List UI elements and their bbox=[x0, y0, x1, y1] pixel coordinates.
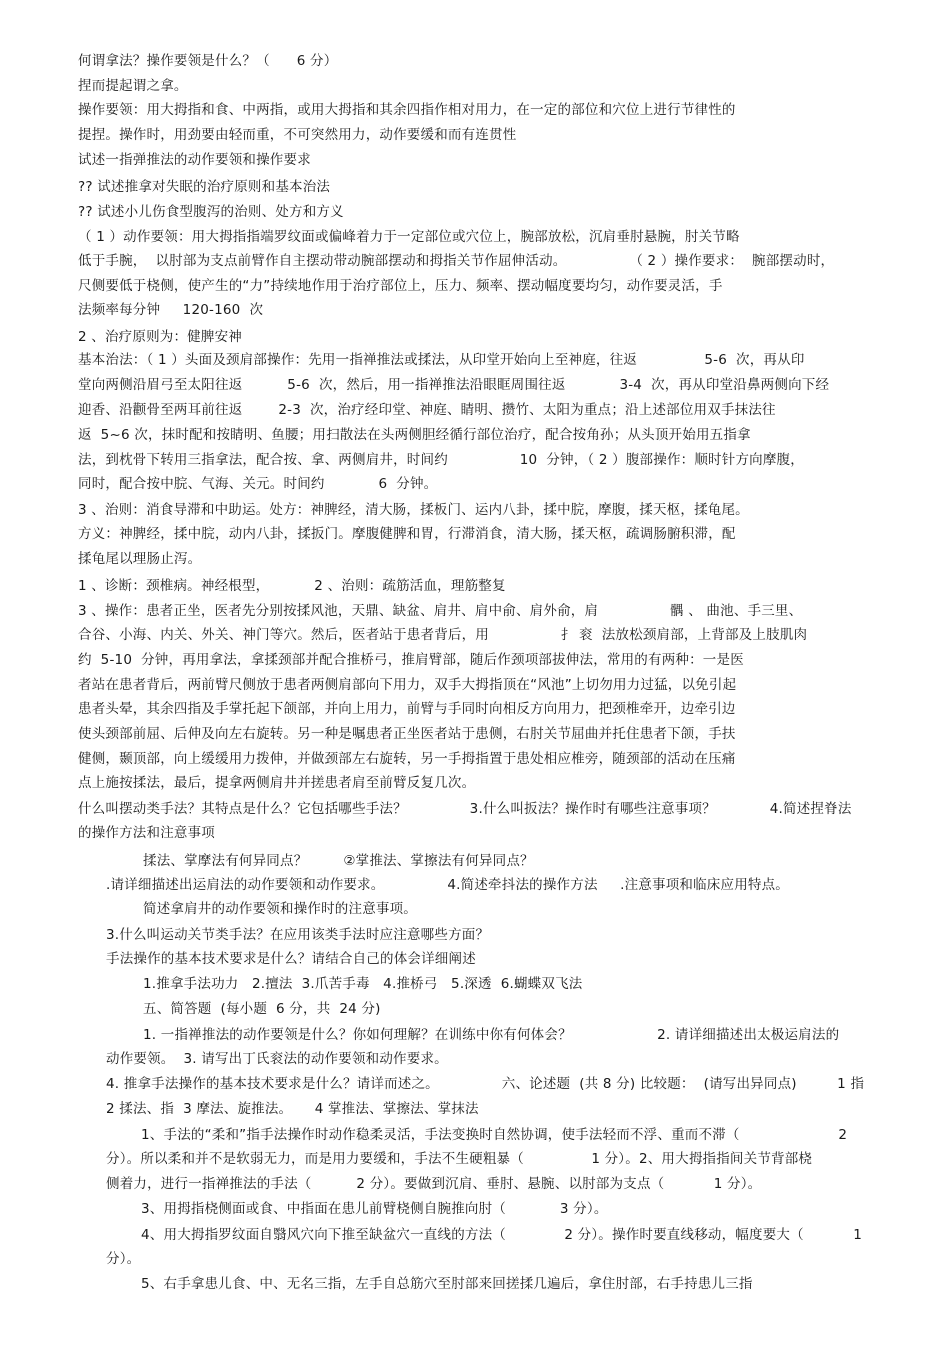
text-line: ?? 试述推拿对失眠的治疗原则和基本治法 bbox=[78, 179, 331, 195]
text-line: 分）。 bbox=[106, 1251, 141, 1267]
text-line: 返 5~6 次，抹时配和按睛明、鱼腰；用扫散法在头两侧胆经循行部位治疗，配合按角孙；从头顶开始用五指拿 bbox=[78, 427, 751, 443]
text-line: 3.什么叫运动关节类手法？在应用该类手法时应注意哪些方面？ bbox=[106, 927, 490, 943]
text-line: 揉龟尾以理肠止泻。 bbox=[78, 551, 202, 567]
text-line: 手法操作的基本技术要求是什么？请结合自己的体会详细阐述 bbox=[106, 951, 476, 967]
text-line: 动作要领。 3. 请写出丁氏衮法的动作要领和动作要求。 bbox=[106, 1051, 448, 1067]
text-line: 五、简答题 (每小题 6 分，共 24 分) bbox=[143, 1001, 381, 1017]
text-line: 低于手腕， 以肘部为支点前臂作自主摆动带动腕部摆动和拇指关节作屈伸活动。 （ 2 ）操作要求： 腕部摆动时， bbox=[78, 253, 835, 269]
text-line: 什么叫摆动类手法？其特点是什么？它包括哪些手法？ 3.什么叫扳法？操作时有哪些注意事项？ 4.简述捏脊法 bbox=[78, 801, 852, 817]
text-line: 使头颈部前屈、后伸及向左右旋转。另一种是嘱患者正坐医者站于患侧，右肘关节屈曲并托住患者下颌，手扶 bbox=[78, 726, 736, 742]
text-line: 提捏。操作时，用劲要由轻而重，不可突然用力，动作要缓和而有连贯性 bbox=[78, 127, 517, 143]
text-line: 2 、治疗原则为：健脾安神 bbox=[78, 329, 242, 345]
text-line: 约 5-10 分钟，再用拿法，拿揉颈部并配合推桥弓，推肩臂部，随后作颈项部拔伸法，常用的有两种：一是医 bbox=[78, 652, 744, 668]
text-line: 同时，配合按中脘、气海、关元。时间约 6 分钟。 bbox=[78, 476, 438, 492]
text-line: 法，到枕骨下转用三指拿法，配合按、拿、两侧肩井，时间约 10 分钟，（ 2 ）腹部操作：顺时针方向摩腹， bbox=[78, 452, 804, 468]
text-line: 堂向两侧沿眉弓至太阳往返 5-6 次，然后，用一指禅推法沿眼眶周围往返 3-4 次，再从印堂沿鼻两侧向下经 bbox=[78, 377, 830, 393]
text-line: 健侧，颞顶部，向上缓缓用力拨伸，并做颈部左右旋转，另一手拇指置于患处相应椎旁，随颈部的活动在压痛 bbox=[78, 751, 736, 767]
text-line: 5、右手拿患儿食、中、无名三指，左手自总筋穴至肘部来回搓揉几遍后，拿住肘部，右手持患儿三指 bbox=[141, 1276, 753, 1292]
text-line: 试述一指弹推法的动作要领和操作要求 bbox=[78, 152, 311, 168]
text-line: 3 、操作：患者正坐，医者先分别按揉风池，天鼎、缺盆、肩井、肩中俞、肩外俞，肩 髃 、 曲池、手三里、 bbox=[78, 603, 803, 619]
text-line: 3、用拇指桡侧面或食、中指面在患儿前臂桡侧自腕推向肘（ 3 分）。 bbox=[141, 1201, 608, 1217]
text-line: .请详细描述出运肩法的动作要领和动作要求。 4.简述牵抖法的操作方法 .注意事项和临床应用特点。 bbox=[106, 877, 789, 893]
text-line: 1. 一指禅推法的动作要领是什么？你如何理解？在训练中你有何体会？ 2. 请详细描述出太极运肩法的 bbox=[143, 1027, 840, 1043]
text-line: 1.推拿手法功力 2.擅法 3.爪苦手毒 4.推桥弓 5.深透 6.蝴蝶双飞法 bbox=[143, 976, 583, 992]
text-line: 法频率每分钟 120-160 次 bbox=[78, 302, 264, 318]
text-line: 侧着力，进行一指禅推法的手法（ 2 分）。要做到沉肩、垂肘、悬腕、以肘部为支点（ 1 分）。 bbox=[106, 1176, 762, 1192]
text-line: 分）。所以柔和并不是软弱无力，而是用力要缓和，手法不生硬粗暴（ 1 分）。2、用大拇指指间关节背部桡 bbox=[106, 1151, 813, 1167]
text-line: （ 1 ）动作要领：用大拇指指端罗纹面或偏峰着力于一定部位或穴位上，腕部放松，沉肩垂肘悬腕，肘关节略 bbox=[78, 229, 740, 245]
text-line: 者站在患者背后，两前臂尺侧放于患者两侧肩部向下用力，双手大拇指顶在“风池”上切勿用力过猛，以免引起 bbox=[78, 677, 737, 693]
text-line: 简述拿肩井的动作要领和操作时的注意事项。 bbox=[143, 901, 417, 917]
text-line: 点上施按揉法，最后，提拿两侧肩井并搓患者肩至前臂反复几次。 bbox=[78, 775, 476, 791]
text-line: 方义：神脾经，揉中脘，动内八卦，揉扳门。摩腹健脾和胃，行滞消食，清大肠，揉天枢，疏调肠腑积滞，配 bbox=[78, 526, 736, 542]
text-line: 2 揉法、指 3 摩法、旋推法。 4 掌推法、掌擦法、掌抹法 bbox=[106, 1101, 479, 1117]
text-line: 捏而提起谓之拿。 bbox=[78, 78, 188, 94]
text-line: 迎香、沿颧骨至两耳前往返 2-3 次，治疗经印堂、神庭、睛明、攒竹、太阳为重点；沿上述部位用双手抹法往 bbox=[78, 402, 776, 418]
text-line: 基本治法：（ 1 ）头面及颈肩部操作：先用一指禅推法或揉法，从印堂开始向上至神庭，往返 5-6 次，再从印 bbox=[78, 352, 805, 368]
text-line: 揉法、掌摩法有何异同点？ ②掌推法、掌擦法有何异同点？ bbox=[143, 853, 534, 869]
text-line: ?? 试述小儿伤食型腹泻的治则、处方和方义 bbox=[78, 204, 344, 220]
text-line: 何谓拿法？操作要领是什么？（ 6 分） bbox=[78, 53, 338, 69]
text-line: 3 、治则：消食导滞和中助运。处方：神脾经，清大肠，揉板门、运内八卦，揉中脘，摩腹，揉天枢，揉龟尾。 bbox=[78, 502, 749, 518]
text-line: 的操作方法和注意事项 bbox=[78, 825, 215, 841]
text-line: 4. 推拿手法操作的基本技术要求是什么？请详而述之。 六、论述题 (共 8 分) 比较题： (请写出异同点) 1 指 bbox=[106, 1076, 865, 1092]
text-line: 4、用大拇指罗纹面自翳风穴向下推至缺盆穴一直线的方法（ 2 分）。操作时要直线移动，幅度要大（ 1 bbox=[141, 1227, 862, 1243]
text-line: 尺侧要低于桡侧，使产生的“力”持续地作用于治疗部位上，压力、频率、摆动幅度要均匀，动作要灵活，手 bbox=[78, 278, 723, 294]
text-line: 1 、诊断：颈椎病。神经根型， 2 、治则：疏筋活血，理筋整复 bbox=[78, 578, 506, 594]
text-line: 患者头晕，其余四指及手掌托起下颌部，并向上用力，前臂与手同时向相反方向用力，把颈椎牵开，边牵引边 bbox=[78, 701, 736, 717]
text-line: 1、手法的“柔和”指手法操作时动作稳柔灵活，手法变换时自然协调，使手法轻而不浮、重而不滞（ 2 bbox=[141, 1127, 848, 1143]
text-line: 操作要领：用大拇指和食、中两指，或用大拇指和其余四指作相对用力，在一定的部位和穴位上进行节律性的 bbox=[78, 102, 736, 118]
text-line: 合谷、小海、内关、外关、神门等穴。然后，医者站于患者背后，用 扌 衮 法放松颈肩部，上背部及上肢肌肉 bbox=[78, 627, 808, 643]
